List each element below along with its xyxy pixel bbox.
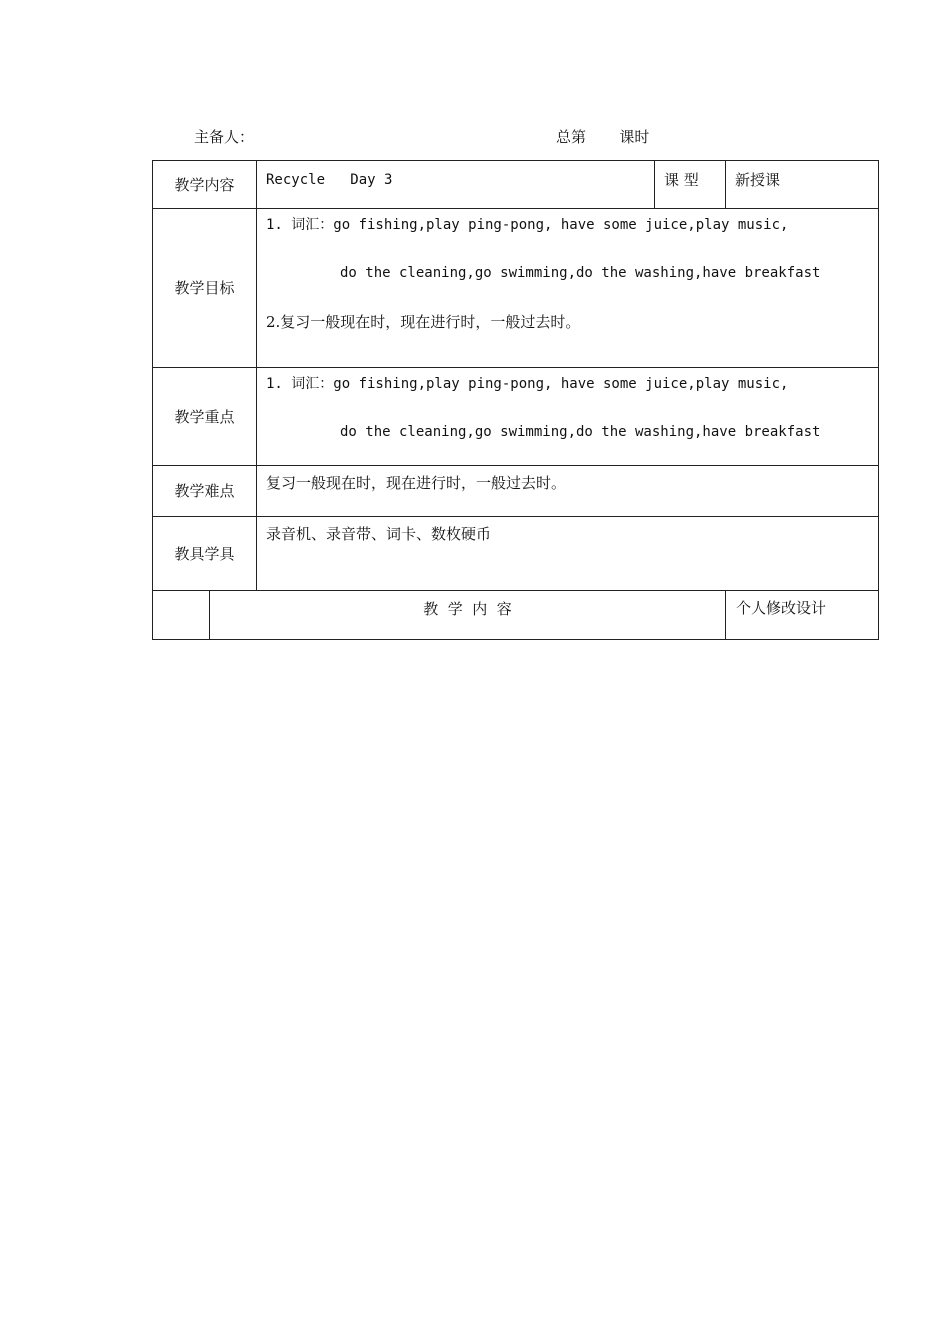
materials-content-cell <box>256 516 879 591</box>
difficulties-label: 教学难点 <box>174 482 235 500</box>
page-header <box>0 126 950 148</box>
lesson-plan-table <box>152 160 879 640</box>
key-points-line-1: 1. 词汇：go fishing,play ping-pong, have some juice,play music, <box>266 376 789 392</box>
difficulties-content-cell <box>256 465 879 517</box>
lesson-type-value: 新授课 <box>735 171 781 189</box>
bottom-blank-cell <box>152 590 210 640</box>
preparer-label: 主备人： <box>194 128 255 146</box>
content-label: 教学内容 <box>174 175 235 194</box>
key-points-content-cell <box>256 367 879 466</box>
materials-label-cell <box>152 516 257 591</box>
content-value-cell <box>256 160 655 209</box>
lesson-type-value-cell <box>725 160 879 209</box>
objectives-content-cell <box>256 208 879 368</box>
key-points-label-cell <box>152 367 257 466</box>
lesson-type-label: 课 型 <box>664 171 699 189</box>
teaching-content-title: 教 学 内 容 <box>423 600 512 618</box>
objectives-line-2: do the cleaning,go swimming,do the washing,have breakfast <box>340 265 821 281</box>
personal-revision-title: 个人修改设计 <box>736 599 827 617</box>
lesson-type-label-cell <box>654 160 726 209</box>
difficulties-value: 复习一般现在时，现在进行时，一般过去时。 <box>266 474 567 492</box>
materials-label: 教具学具 <box>174 544 235 563</box>
content-value: Recycle Day 3 <box>266 172 393 188</box>
materials-value: 录音机、录音带、词卡、数枚硬币 <box>266 525 492 543</box>
key-points-label: 教学重点 <box>174 407 235 426</box>
key-points-line-2: do the cleaning,go swimming,do the washing,have breakfast <box>340 424 821 440</box>
lesson-count-label: 总第 课时 <box>556 128 650 146</box>
objectives-label: 教学目标 <box>174 279 235 297</box>
bottom-center-title-cell <box>209 590 726 640</box>
objectives-line-1: 1. 词汇：go fishing,play ping-pong, have some juice,play music, <box>266 217 789 233</box>
content-label-cell <box>152 160 257 209</box>
objectives-line-3: 2.复习一般现在时，现在进行时，一般过去时。 <box>266 313 581 331</box>
difficulties-label-cell <box>152 465 257 517</box>
bottom-right-title-cell <box>725 590 879 640</box>
objectives-label-cell <box>152 208 257 368</box>
